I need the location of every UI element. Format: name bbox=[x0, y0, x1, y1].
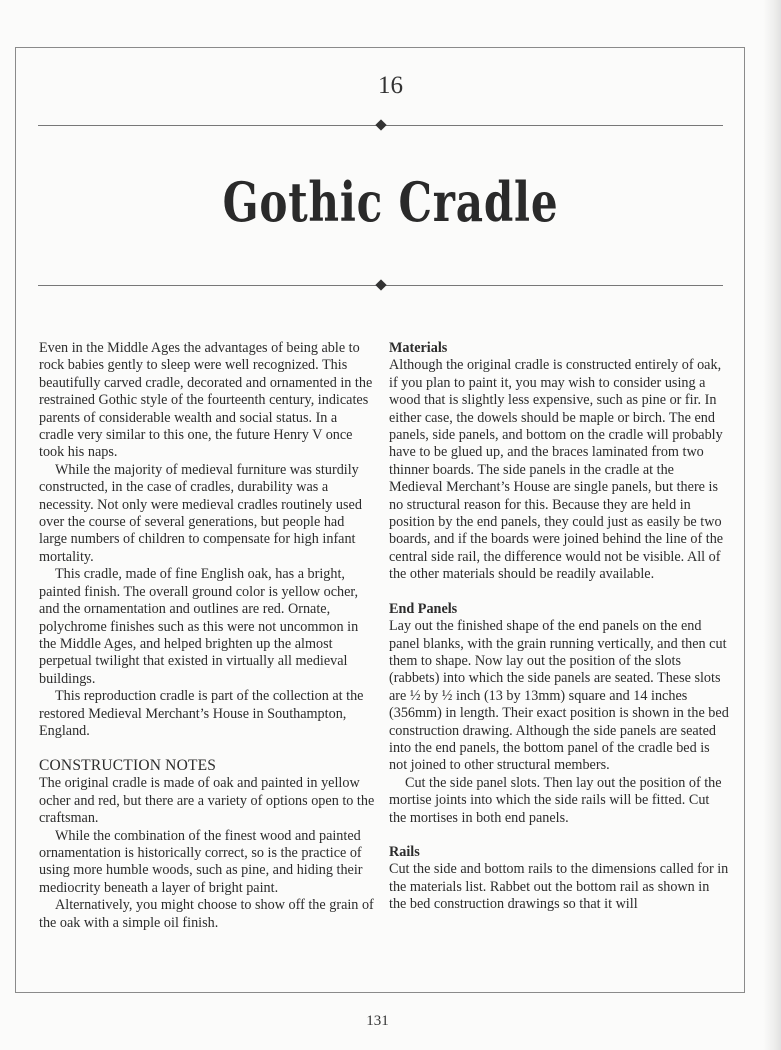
page-edge-shadow bbox=[763, 0, 781, 1050]
body-paragraph: The original cradle is made of oak and painted in yellow ocher and red, but there are a variety of options open to the craftsman. bbox=[39, 775, 375, 827]
page-number: 131 bbox=[366, 1013, 389, 1029]
body-paragraph: Cut the side and bottom rails to the dimensions called for in the materials list. Rabbet out the bottom rail as shown in the bed construction drawings so that it will bbox=[389, 861, 729, 913]
body-paragraph: Although the original cradle is constructed entirely of oak, if you plan to paint it, you may wish to consider using a wood that is slightly less expensive, such as pine or fir. In either case, the dowels should be maple or birch. The end panels, side panels, and bottom on the cradle will probably have to be glued up, and the braces laminated from two thinner boards. The side panels in the cradle at the Medieval Merchant’s House are single panels, but there is no structural reason for this. Because they are held in position by the end panels, they could just as easily be two boards, and if the boards were joined behind the line of the central side rail, the difference would not be visible. All of the other materials should be readily available. bbox=[389, 357, 724, 583]
body-paragraph: This cradle, made of fine English oak, has a bright, painted finish. The overall ground color is yellow ocher, and the ornamentation and outlines are red. Ornate, polychrome finishes such as this were not uncommon in the Middle Ages, and helped brighten up the almost perpetual twilight that existed in virtually all medieval buildings. bbox=[39, 566, 359, 687]
body-paragraph: While the majority of medieval furniture was sturdily constructed, in the case of cradles, durability was a necessity. Not only were medieval cradles routinely used over the course of several generations, but people had large numbers of children to compensate for high infant mortality. bbox=[39, 461, 362, 565]
section-heading-construction-notes: CONSTRUCTION NOTES bbox=[39, 757, 217, 775]
body-paragraph: Even in the Middle Ages the advantages of being able to rock babies gently to sleep were well recognized. This beautifully carved cradle, decorated and ornamented in the restrained Gothic style of the fourteenth century, indicates parents of considerable wealth and social status. In a cradle very similar to this one, the future Henry V once took his naps. bbox=[39, 340, 373, 461]
chapter-number: 16 bbox=[378, 72, 403, 99]
body-paragraph: While the combination of the finest wood and painted ornamentation is historically correct, so is the practice of using more humble woods, such as pine, and hiding their mediocrity beneath a layer of bright paint. bbox=[39, 827, 363, 896]
right-column bbox=[389, 340, 729, 914]
body-paragraph: Alternatively, you might choose to show off the grain of the oak with a simple oil finish. bbox=[39, 897, 374, 931]
body-paragraph: This reproduction cradle is part of the collection at the restored Medieval Merchant’s House in Southampton, England. bbox=[39, 688, 364, 739]
subheading-materials: Materials bbox=[389, 340, 448, 356]
body-paragraph: Lay out the finished shape of the end panels on the end panel blanks, with the grain running vertically, and then cut them to shape. Now lay out the position of the slots (rabbets) into which the side panels are seated. These slots are ½ by ½ inch (13 by 13mm) square and 14 inches (356mm) in length. Their exact position is shown in the bed construction drawing. Although the side panels are seated into the end panels, the bottom panel of the cradle bed is not joined to other structural members. bbox=[389, 618, 729, 774]
subheading-end-panels: End Panels bbox=[389, 600, 458, 617]
body-paragraph: Cut the side panel slots. Then lay out the position of the mortise joints into which the side rails will be fitted. Cut the mortises in both end panels. bbox=[389, 774, 722, 826]
subheading-rails: Rails bbox=[389, 843, 420, 860]
left-column bbox=[39, 340, 375, 932]
chapter-title: Gothic Cradle bbox=[222, 170, 559, 234]
